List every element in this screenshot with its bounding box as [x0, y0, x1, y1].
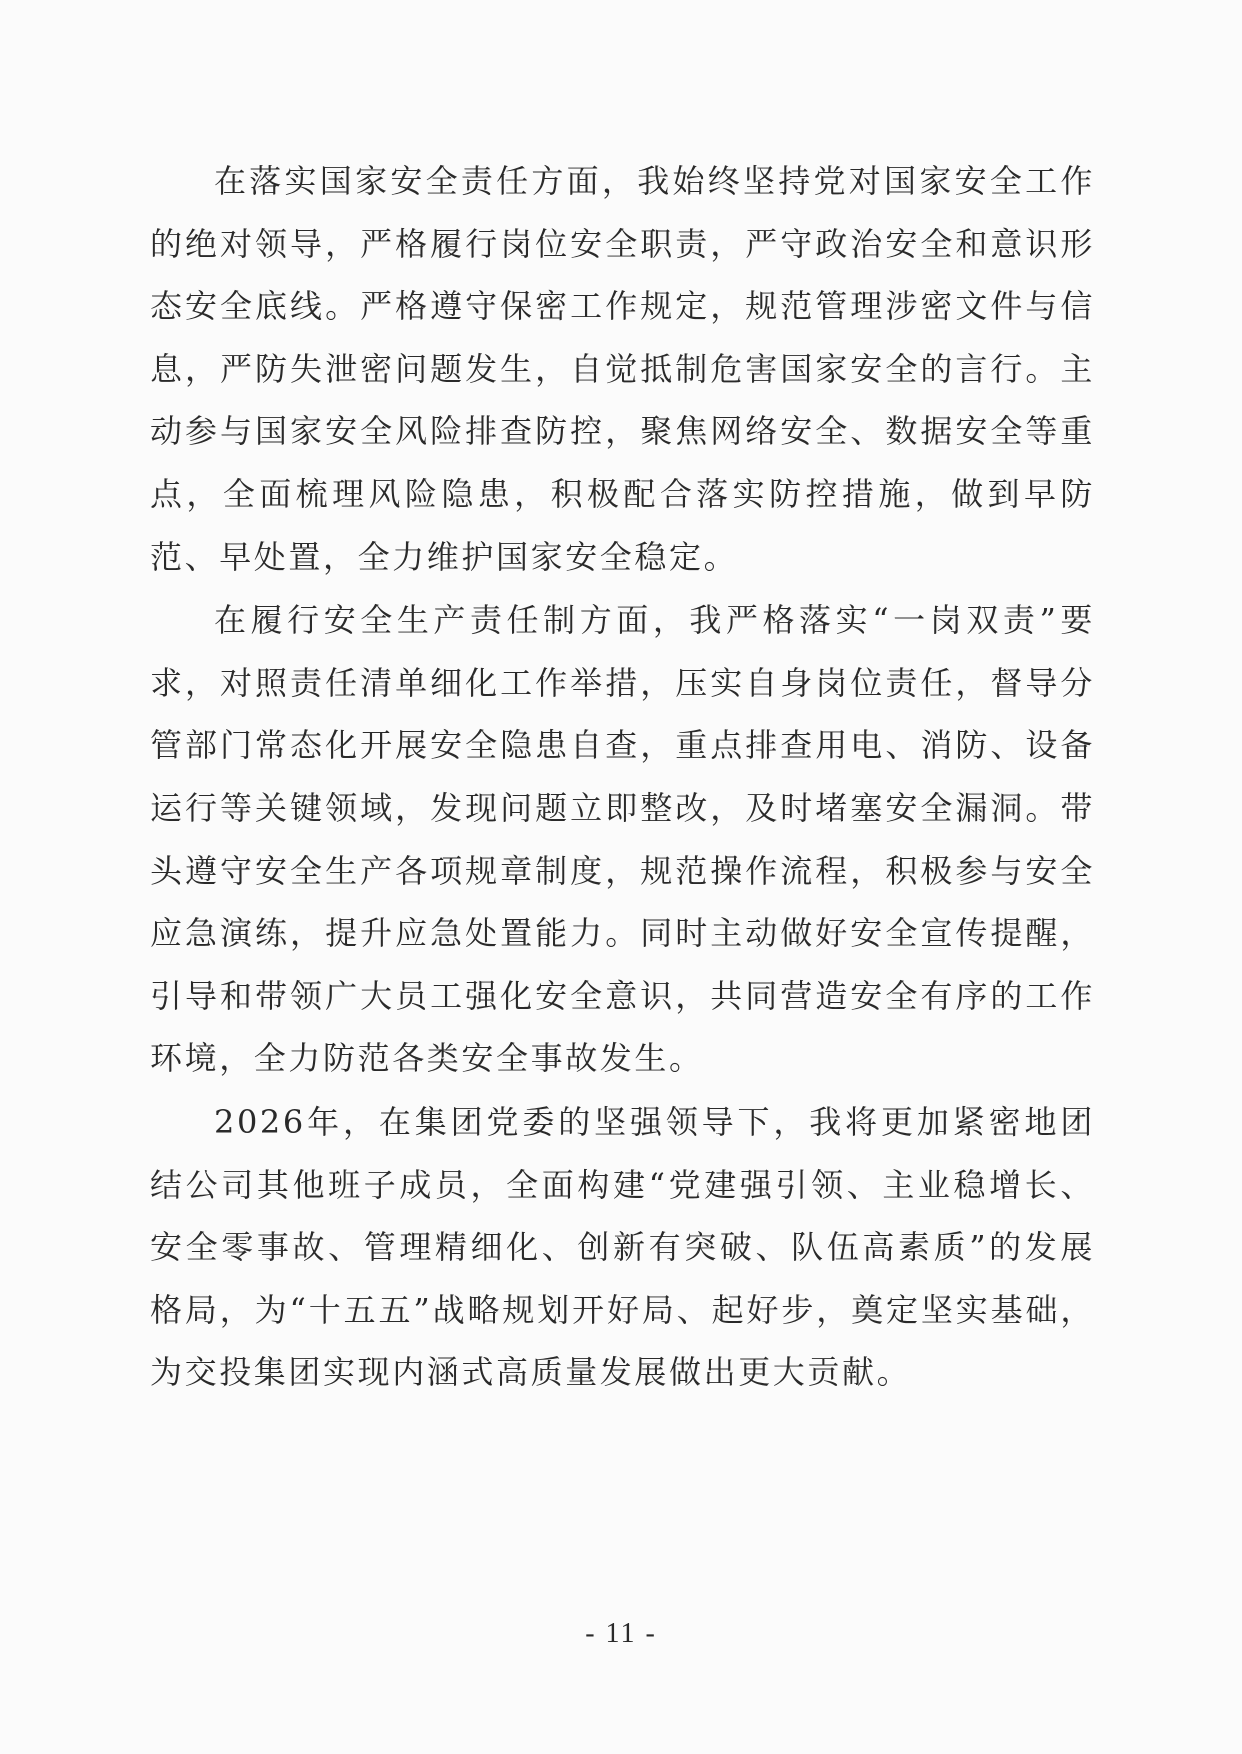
paragraph-production-safety: 在履行安全生产责任制方面，我严格落实“一岗双责”要求，对照责任清单细化工作举措，压实自身岗位责任，督导分管部门常态化开展安全隐患自查，重点排查用电、消防、设备运行等关键领域，发现问题立即整改，及时堵塞安全漏洞。带头遵守安全生产各项规章制度，规范操作流程，积极参与安全应急演练，提升应急处置能力。同时主动做好安全宣传提醒，引导和带领广大员工强化安全意识，共同营造安全有序的工作环境，全力防范各类安全事故发生。 — [150, 601, 1095, 1078]
page-number: - 11 - — [585, 1618, 657, 1649]
document-body — [150, 150, 1095, 1405]
paragraph-2026-outlook: 2026年，在集团党委的坚强领导下，我将更加紧密地团结公司其他班子成员，全面构建“党建强引领、主业稳增长、安全零事故、管理精细化、创新有突破、队伍高素质”的发展格局，为“十五五”战略规划开好局、起好步，奠定坚实基础，为交投集团实现内涵式高质量发展做出更大贡献。 — [150, 1102, 1095, 1392]
paragraph-national-security: 在落实国家安全责任方面，我始终坚持党对国家安全工作的绝对领导，严格履行岗位安全职责，严守政治安全和意识形态安全底线。严格遵守保密工作规定，规范管理涉密文件与信息，严防失泄密问题发生，自觉抵制危害国家安全的言行。主动参与国家安全风险排查防控，聚焦网络安全、数据安全等重点，全面梳理风险隐患，积极配合落实防控措施，做到早防范、早处置，全力维护国家安全稳定。 — [150, 162, 1095, 576]
